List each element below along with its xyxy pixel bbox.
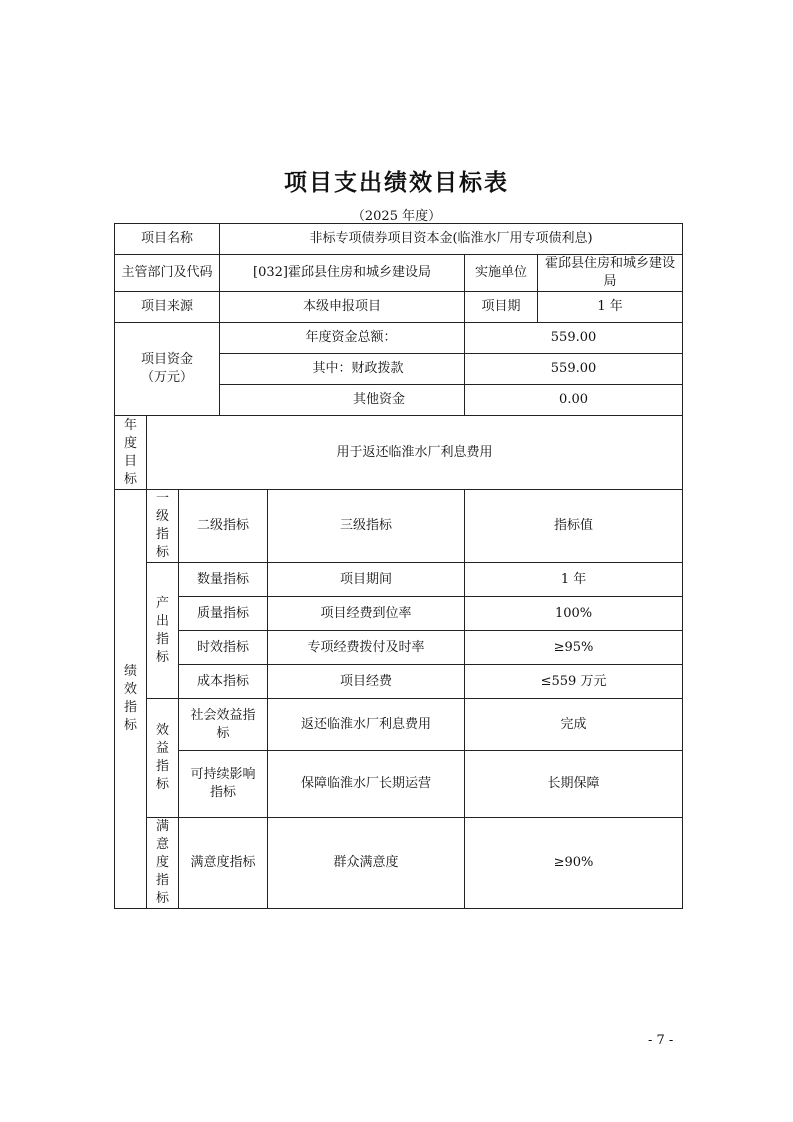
level2-cell: 质量指标 [179, 597, 268, 631]
indicator-row [115, 597, 683, 631]
value-cell: 完成 [465, 699, 683, 751]
annual-goal-value: 用于返还临淮水厂利息费用 [147, 416, 683, 490]
indicator-row [115, 818, 683, 909]
page-title: 项目支出绩效目标表 [284, 170, 509, 196]
annual-goal-row [115, 416, 683, 490]
implementing-unit-value: 霍邱县住房和城乡建设局 [538, 255, 683, 292]
level2-cell: 数量指标 [179, 563, 268, 597]
value-cell: ≥90% [465, 818, 683, 909]
implementing-unit-label: 实施单位 [465, 255, 538, 292]
project-source-label: 项目来源 [115, 292, 220, 323]
fiscal-funds-label: 其中：财政拨款 [220, 354, 465, 385]
project-name-value: 非标专项债券项目资本金(临淮水厂用专项债利息) [220, 224, 683, 255]
level3-header: 三级指标 [268, 490, 465, 563]
level3-cell: 项目经费到位率 [268, 597, 465, 631]
fiscal-funds-value: 559.00 [465, 354, 683, 385]
level3-cell: 群众满意度 [268, 818, 465, 909]
department-label: 主管部门及代码 [115, 255, 220, 292]
level3-cell: 专项经费拨付及时率 [268, 631, 465, 665]
value-cell: ≥95% [465, 631, 683, 665]
level3-cell: 项目期间 [268, 563, 465, 597]
indicator-row [115, 665, 683, 699]
indicator-row [115, 563, 683, 597]
level2-header: 二级指标 [179, 490, 268, 563]
level2-cell: 成本指标 [179, 665, 268, 699]
benefit-indicators-label: 效益指标 [147, 699, 179, 818]
indicator-row [115, 699, 683, 751]
level3-cell: 保障临淮水厂长期运营 [268, 751, 465, 818]
level2-cell: 时效指标 [179, 631, 268, 665]
level3-cell: 返还临淮水厂利息费用 [268, 699, 465, 751]
level2-cell: 可持续影响指标 [179, 751, 268, 818]
project-source-row [115, 292, 683, 323]
indicator-row [115, 751, 683, 818]
performance-target-table [114, 223, 683, 909]
project-name-row [115, 224, 683, 255]
value-cell: 100% [465, 597, 683, 631]
value-cell: 长期保障 [465, 751, 683, 818]
output-indicators-label: 产出指标 [147, 563, 179, 699]
year-subtitle: （2025 年度） [351, 209, 442, 224]
project-source-value: 本级申报项目 [220, 292, 465, 323]
value-cell: 1 年 [465, 563, 683, 597]
indicator-row [115, 631, 683, 665]
level2-cell: 社会效益指标 [179, 699, 268, 751]
value-header: 指标值 [465, 490, 683, 563]
page-number: - 7 - [648, 1033, 674, 1048]
indicator-header-row [115, 490, 683, 563]
level1-header: 一级指标 [147, 490, 179, 563]
other-funds-label: 其他资金 [220, 385, 465, 416]
level2-cell: 满意度指标 [179, 818, 268, 909]
annual-total-value: 559.00 [465, 323, 683, 354]
department-value: [032]霍邱县住房和城乡建设局 [220, 255, 465, 292]
value-cell: ≤559 万元 [465, 665, 683, 699]
project-period-value: 1 年 [538, 292, 683, 323]
department-row [115, 255, 683, 292]
project-period-label: 项目期 [465, 292, 538, 323]
performance-indicators-label: 绩效指标 [115, 490, 147, 909]
annual-goal-label: 年度目标 [115, 416, 147, 490]
project-name-label: 项目名称 [115, 224, 220, 255]
funds-total-row [115, 323, 683, 354]
project-funds-label: 项目资金（万元） [115, 323, 220, 416]
other-funds-value: 0.00 [465, 385, 683, 416]
level3-cell: 项目经费 [268, 665, 465, 699]
annual-total-label: 年度资金总额： [220, 323, 465, 354]
satisfaction-indicators-label: 满意度指标 [147, 818, 179, 909]
